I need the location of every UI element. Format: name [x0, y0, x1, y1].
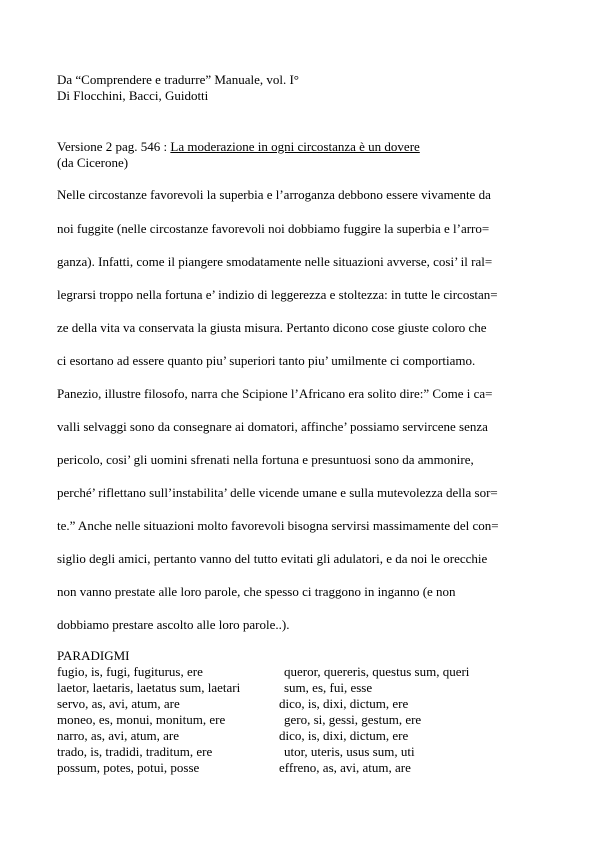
body-line: Nelle circostanze favorevoli la superbia e l’arroganza debbono essere vivamente da: [57, 187, 491, 202]
paradigm-left: possum, potes, potui, posse: [57, 760, 200, 775]
body-line: Panezio, illustre filosofo, narra che Scipione l’Africano era solito dire:” Come i ca=: [57, 386, 493, 401]
version-prefix: Versione 2 pag. 546 :: [57, 139, 171, 154]
paradigm-left: fugio, is, fugi, fugiturus, ere: [57, 664, 203, 679]
body-line: siglio degli amici, pertanto vanno del tutto evitati gli adulatori, e da noi le orecchie: [57, 551, 488, 566]
body-line: te.” Anche nelle situazioni molto favorevoli bisogna servirsi massimamente del con=: [57, 518, 499, 533]
body-line: ci esortano ad essere quanto piu’ superiori tanto piu’ umilmente ci comportiamo.: [57, 353, 476, 368]
body-line: valli selvaggi sono da consegnare ai domatori, affinche’ possiamo servircene senza: [57, 419, 488, 434]
paradigm-right: effreno, as, avi, atum, are: [279, 760, 411, 775]
paradigm-left: servo, as, avi, atum, are: [57, 696, 180, 711]
paradigm-right: dico, is, dixi, dictum, ere: [279, 696, 409, 711]
paradigm-right: utor, uteris, usus sum, uti: [284, 744, 415, 759]
body-line: noi fuggite (nelle circostanze favorevoli noi dobbiamo fuggire la superbia e l’arro=: [57, 221, 490, 236]
paradigm-left: trado, is, tradidi, traditum, ere: [57, 744, 213, 759]
body-line: non vanno prestate alle loro parole, che spesso ci traggono in inganno (e non: [57, 584, 456, 599]
body-line: ze della vita va conservata la giusta misura. Pertanto dicono cose giuste coloro che: [57, 320, 487, 335]
paradigm-left: laetor, laetaris, laetatus sum, laetari: [57, 680, 241, 695]
source-line: Da “Comprendere e tradurre” Manuale, vol. I°: [57, 72, 299, 87]
version-source: (da Cicerone): [57, 155, 129, 170]
body-line: ganza). Infatti, come il piangere smodatamente nelle situazioni avverse, cosi’ il ral=: [57, 254, 493, 269]
body-line: perché’ riflettano sull’instabilita’ delle vicende umane e sulla mutevolezza della sor=: [57, 485, 498, 500]
paradigmi-heading: PARADIGMI: [57, 648, 130, 663]
version-title: La moderazione in ogni circostanza è un dovere: [170, 139, 420, 154]
paradigm-left: narro, as, avi, atum, are: [57, 728, 180, 743]
version-heading: [57, 139, 420, 154]
paradigm-right: dico, is, dixi, dictum, ere: [279, 728, 409, 743]
body-line: legrarsi troppo nella fortuna e’ indizio di leggerezza e stoltezza: in tutte le circostan=: [57, 287, 498, 302]
paradigm-right: gero, si, gessi, gestum, ere: [284, 712, 422, 727]
paradigm-left: moneo, es, monui, monitum, ere: [57, 712, 226, 727]
paradigm-right: sum, es, fui, esse: [284, 680, 373, 695]
authors-line: Di Flocchini, Bacci, Guidotti: [57, 88, 209, 103]
body-line: dobbiamo prestare ascolto alle loro parole..).: [57, 617, 290, 632]
paradigm-right: queror, quereris, questus sum, queri: [284, 664, 470, 679]
body-line: pericolo, cosi’ gli uomini sfrenati nella fortuna e presuntuosi sono da ammonire,: [57, 452, 474, 467]
